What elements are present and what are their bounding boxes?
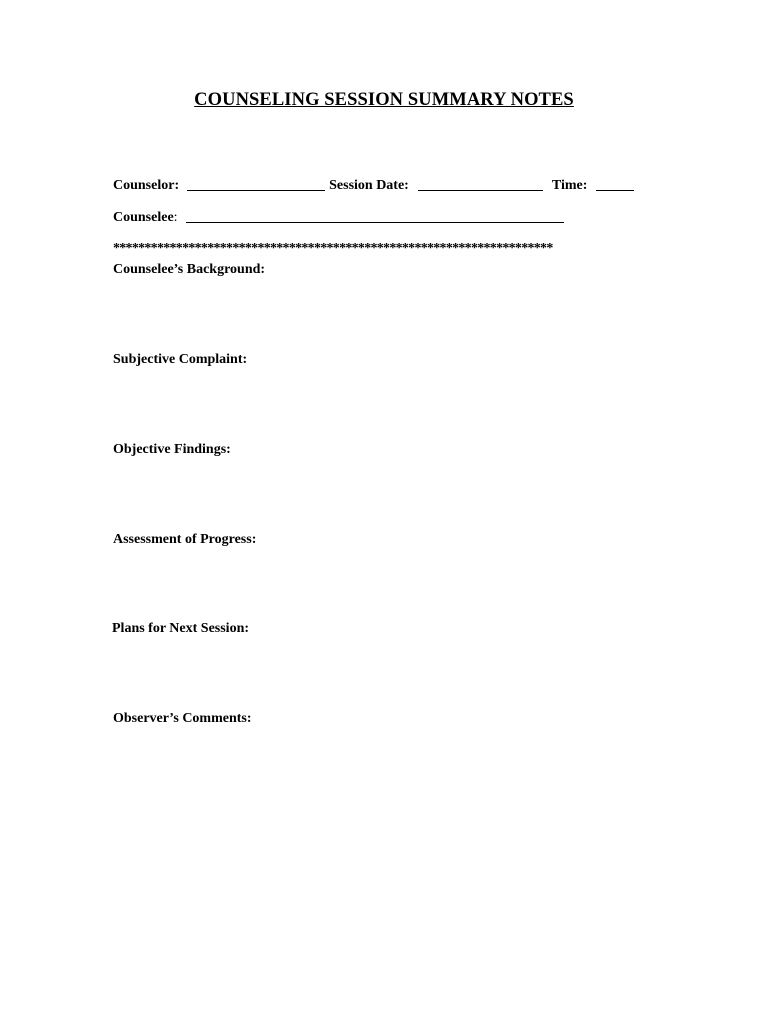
session-date-blank-field[interactable] <box>418 178 543 191</box>
counselee-label: Counselee <box>113 210 174 225</box>
section-heading-observer-comments: Observer’s Comments: <box>113 711 252 726</box>
time-blank-field[interactable] <box>596 178 634 191</box>
section-heading-background: Counselee’s Background: <box>113 262 266 277</box>
time-label: Time: <box>551 178 588 193</box>
counselor-label: Counselor: <box>113 178 180 193</box>
section-heading-subjective-complaint: Subjective Complaint: <box>113 352 248 367</box>
section-heading-objective-findings: Objective Findings: <box>113 442 231 457</box>
counselee-blank-field[interactable] <box>186 210 564 223</box>
session-date-label: Session Date: <box>329 178 409 193</box>
asterisk-separator: ********************************************************************** <box>113 241 553 256</box>
counselee-row <box>113 210 564 226</box>
section-heading-plans-next-session: Plans for Next Session: <box>112 621 250 636</box>
section-heading-assessment-of-progress: Assessment of Progress: <box>113 532 257 547</box>
session-info-row <box>113 178 634 194</box>
document-title: COUNSELING SESSION SUMMARY NOTES <box>194 90 574 110</box>
counselee-colon: : <box>173 210 178 225</box>
counselor-blank-field[interactable] <box>187 178 325 191</box>
